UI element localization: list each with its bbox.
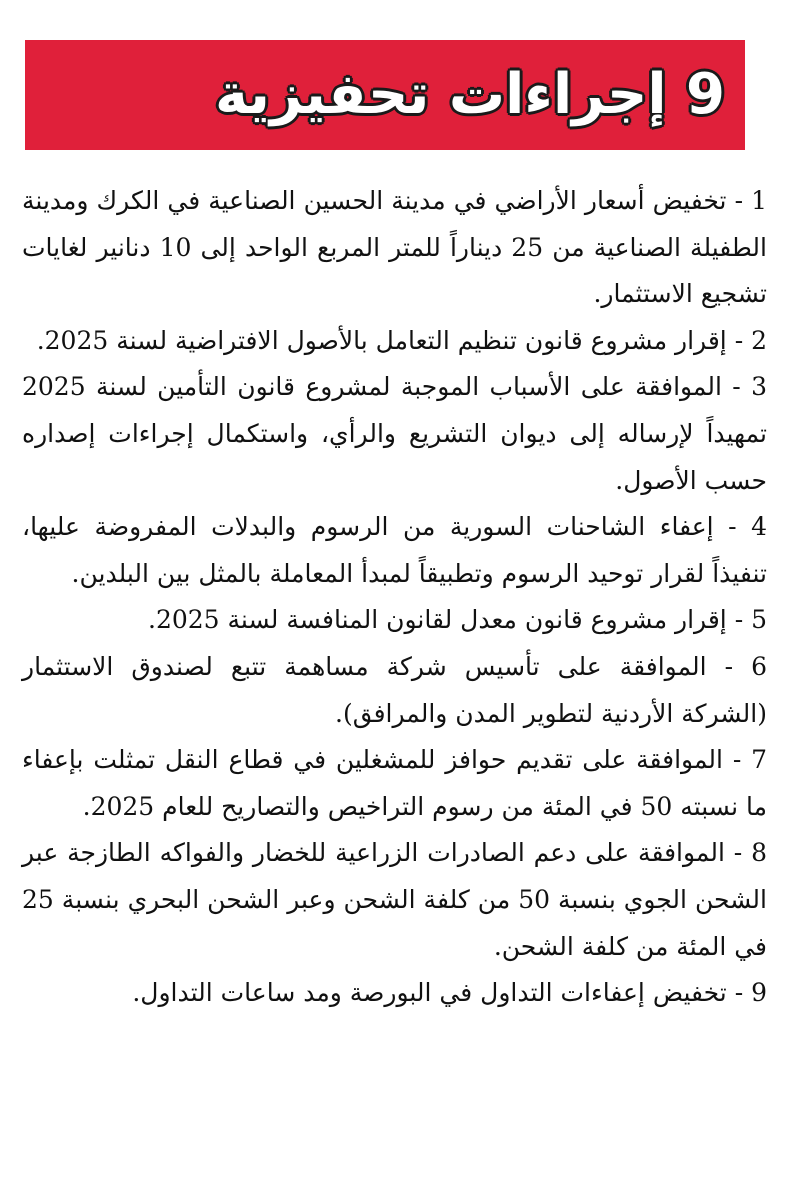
item-number: 9 xyxy=(751,978,767,1008)
item-number: 8 xyxy=(751,838,767,868)
item-number: 5 xyxy=(751,605,767,635)
list-item: 5 - إقرار مشروع قانون معدل لقانون المنافسة لسنة 2025. xyxy=(148,605,767,635)
item-number: 1 xyxy=(751,186,767,215)
item-number: 2 xyxy=(751,325,767,355)
item-text: الموافقة على تأسيس شركة مساهمة تتبع لصندوق الاستثمار (الشركة الأردنية لتطوير المدن والمرافق). xyxy=(22,651,767,728)
item-number: 4 xyxy=(751,512,767,542)
list-item: 2 - إقرار مشروع قانون تنظيم التعامل بالأصول الافتراضية لسنة 2025. xyxy=(36,325,767,355)
article-body xyxy=(22,178,767,1017)
item-text: إقرار مشروع قانون تنظيم التعامل بالأصول الافتراضية لسنة 2025. xyxy=(36,325,727,355)
item-text: الموافقة على الأسباب الموجبة لمشروع قانون التأمين لسنة 2025 تمهيداً لإرساله إلى ديوان التشريع والرأي، واستكمال إجراءات إصداره حسب الأصول. xyxy=(22,372,767,495)
list-item: 6 - الموافقة على تأسيس شركة مساهمة تتبع لصندوق الاستثمار (الشركة الأردنية لتطوير المدن والمرافق). xyxy=(22,651,767,728)
item-number: 6 xyxy=(751,651,767,681)
item-text: إقرار مشروع قانون معدل لقانون المنافسة لسنة 2025. xyxy=(148,605,727,635)
item-text: إعفاء الشاحنات السورية من الرسوم والبدلات المفروضة عليها، تنفيذاً لقرار توحيد الرسوم وتطبيقاً لمبدأ المعاملة بالمثل بين البلدين. xyxy=(22,512,767,588)
list-item: 4 - إعفاء الشاحنات السورية من الرسوم والبدلات المفروضة عليها، تنفيذاً لقرار توحيد الرسوم وتطبيقاً لمبدأ المعاملة بالمثل بين البلدين. xyxy=(22,512,767,588)
list-item: 9 - تخفيض إعفاءات التداول في البورصة ومد ساعات التداول. xyxy=(132,978,767,1008)
list-item: 3 - الموافقة على الأسباب الموجبة لمشروع قانون التأمين لسنة 2025 تمهيداً لإرساله إلى ديوان التشريع والرأي، واستكمال إجراءات إصداره حسب الأصول. xyxy=(22,372,767,495)
list-item: 7 - الموافقة على تقديم حوافز للمشغلين في قطاع النقل تمثلت بإعفاء ما نسبته 50 في المئة من رسوم التراخيص والتصاريح للعام 2025. xyxy=(22,745,767,821)
item-number: 3 xyxy=(751,372,767,402)
list-item: 8 - الموافقة على دعم الصادرات الزراعية للخضار والفواكه الطازجة عبر الشحن الجوي بنسبة 50 من كلفة الشحن وعبر الشحن البحري بنسبة 25 في المئة من كلفة الشحن. xyxy=(22,838,767,961)
list-item: 1 - تخفيض أسعار الأراضي في مدينة الحسين الصناعية في الكرك ومدينة الطفيلة الصناعية من 25 ديناراً للمتر المربع الواحد إلى 10 دنانير لغايات تشجيع الاستثمار. xyxy=(22,186,767,309)
item-text: تخفيض أسعار الأراضي في مدينة الحسين الصناعية في الكرك ومدينة الطفيلة الصناعية من 25 ديناراً للمتر المربع الواحد إلى 10 دنانير لغايات تشجيع الاستثمار. xyxy=(22,186,767,309)
title-banner xyxy=(25,40,745,150)
page-title: 9 إجراءات تحفيزية xyxy=(214,62,725,127)
item-text: تخفيض إعفاءات التداول في البورصة ومد ساعات التداول. xyxy=(132,978,727,1008)
item-text: الموافقة على دعم الصادرات الزراعية للخضار والفواكه الطازجة عبر الشحن الجوي بنسبة 50 من كلفة الشحن وعبر الشحن البحري بنسبة 25 في المئة من كلفة الشحن. xyxy=(22,838,767,961)
item-number: 7 xyxy=(751,745,767,775)
item-text: الموافقة على تقديم حوافز للمشغلين في قطاع النقل تمثلت بإعفاء ما نسبته 50 في المئة من رسوم التراخيص والتصاريح للعام 2025. xyxy=(22,745,767,821)
